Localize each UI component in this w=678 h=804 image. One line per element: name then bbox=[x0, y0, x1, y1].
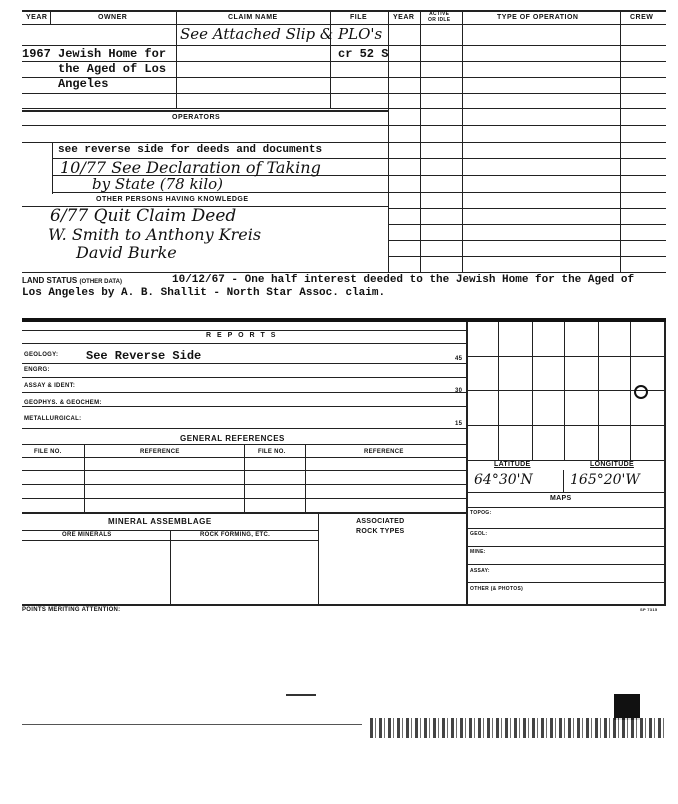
land-status-label-main: LAND STATUS bbox=[22, 276, 78, 285]
mine-label: MINE: bbox=[470, 549, 486, 555]
col-reference-1: REFERENCE bbox=[140, 449, 180, 455]
claim-name-handwritten: See Attached Slip & PLO's bbox=[180, 25, 383, 43]
associated-line-2: ROCK TYPES bbox=[356, 528, 405, 535]
header-year-2: YEAR bbox=[393, 14, 415, 21]
engrg-label: ENGRG: bbox=[24, 367, 50, 373]
land-status-text-1: 10/12/67 - One half interest deeded to the Jewish Home for the Aged of bbox=[172, 274, 635, 286]
col-file-no-2: FILE NO. bbox=[258, 449, 286, 455]
header-type-of-operation: TYPE OF OPERATION bbox=[497, 14, 579, 21]
other-photos-label: OTHER (& PHOTOS) bbox=[470, 586, 524, 592]
other-persons-hand-line-2: W. Smith to Anthony Kreis bbox=[48, 225, 262, 244]
land-status-label-small: (OTHER DATA) bbox=[79, 279, 122, 285]
geology-label: GEOLOGY: bbox=[24, 352, 59, 358]
header-owner: OWNER bbox=[98, 14, 128, 21]
owner-line-3: Angeles bbox=[58, 77, 109, 91]
col-reference-2: REFERENCE bbox=[364, 449, 404, 455]
associated-line-1: ASSOCIATED bbox=[356, 518, 405, 525]
header-crew: CREW bbox=[630, 14, 654, 21]
land-status-label bbox=[22, 276, 122, 285]
operators-hand-line-1: 10/77 See Declaration of Taking bbox=[60, 158, 321, 177]
header-active-line1: ACTIVE bbox=[429, 11, 450, 17]
points-meriting-attention-label: POINTS MERITING ATTENTION: bbox=[22, 607, 121, 613]
geology-value: See Reverse Side bbox=[86, 349, 202, 363]
scan-artifact-block bbox=[614, 694, 640, 720]
assay-label: ASSAY: bbox=[470, 568, 490, 574]
operators-typed-line: see reverse side for deeds and documents bbox=[58, 144, 323, 156]
mineral-assemblage-heading: MINERAL ASSEMBLAGE bbox=[108, 517, 212, 526]
geophys-label: GEOPHYS. & GEOCHEM: bbox=[24, 400, 102, 406]
header-active-line2: OR IDLE bbox=[428, 17, 451, 23]
latitude-value: 64°30'N bbox=[474, 472, 533, 488]
scale-45: 45 bbox=[455, 356, 463, 362]
operators-heading: OPERATORS bbox=[172, 114, 221, 121]
scale-15: 15 bbox=[455, 421, 463, 427]
other-persons-hand-line-1: 6/77 Quit Claim Deed bbox=[50, 206, 237, 226]
general-references-heading: GENERAL REFERENCES bbox=[180, 434, 285, 443]
header-year: YEAR bbox=[26, 14, 48, 21]
form-number: SP 7315 bbox=[640, 607, 658, 612]
longitude-label: LONGITUDE bbox=[590, 461, 634, 468]
scan-artifact-mark bbox=[286, 694, 316, 696]
longitude-value: 165°20'W bbox=[570, 472, 640, 488]
owner-line-2: the Aged of Los bbox=[58, 62, 167, 76]
land-status-text-2: Los Angeles by A. B. Shallit - North Star Assoc. claim. bbox=[22, 287, 386, 299]
col-file-no-1: FILE NO. bbox=[34, 449, 62, 455]
maps-label: MAPS bbox=[550, 495, 572, 502]
header-file: FILE bbox=[350, 14, 368, 21]
topog-label: TOPOG: bbox=[470, 510, 492, 516]
metallurgical-label: METALLURGICAL: bbox=[24, 416, 82, 422]
geol-label: GEOL: bbox=[470, 531, 488, 537]
operators-hand-line-2: by State (78 kilo) bbox=[92, 175, 224, 193]
other-persons-heading: OTHER PERSONS HAVING KNOWLEDGE bbox=[96, 196, 249, 203]
year-value: 1967 bbox=[22, 47, 51, 61]
registration-circle-icon bbox=[634, 385, 648, 399]
scale-30: 30 bbox=[455, 388, 463, 394]
header-claim-name: CLAIM NAME bbox=[228, 14, 278, 21]
file-value: cr 52 S bbox=[338, 47, 389, 61]
rock-forming-label: ROCK FORMING, ETC. bbox=[200, 532, 271, 538]
reports-top-rule bbox=[22, 318, 666, 322]
ore-minerals-label: ORE MINERALS bbox=[62, 532, 112, 538]
latitude-label: LATITUDE bbox=[494, 461, 531, 468]
other-persons-hand-line-3: David Burke bbox=[76, 243, 177, 262]
scan-artifact-smudge bbox=[370, 718, 664, 738]
owner-line-1: Jewish Home for bbox=[58, 47, 167, 61]
header-active-idle bbox=[428, 11, 450, 23]
reports-heading: R E P O R T S bbox=[206, 332, 278, 339]
assay-ident-label: ASSAY & IDENT: bbox=[24, 383, 76, 389]
associated-rock-types bbox=[356, 517, 405, 537]
